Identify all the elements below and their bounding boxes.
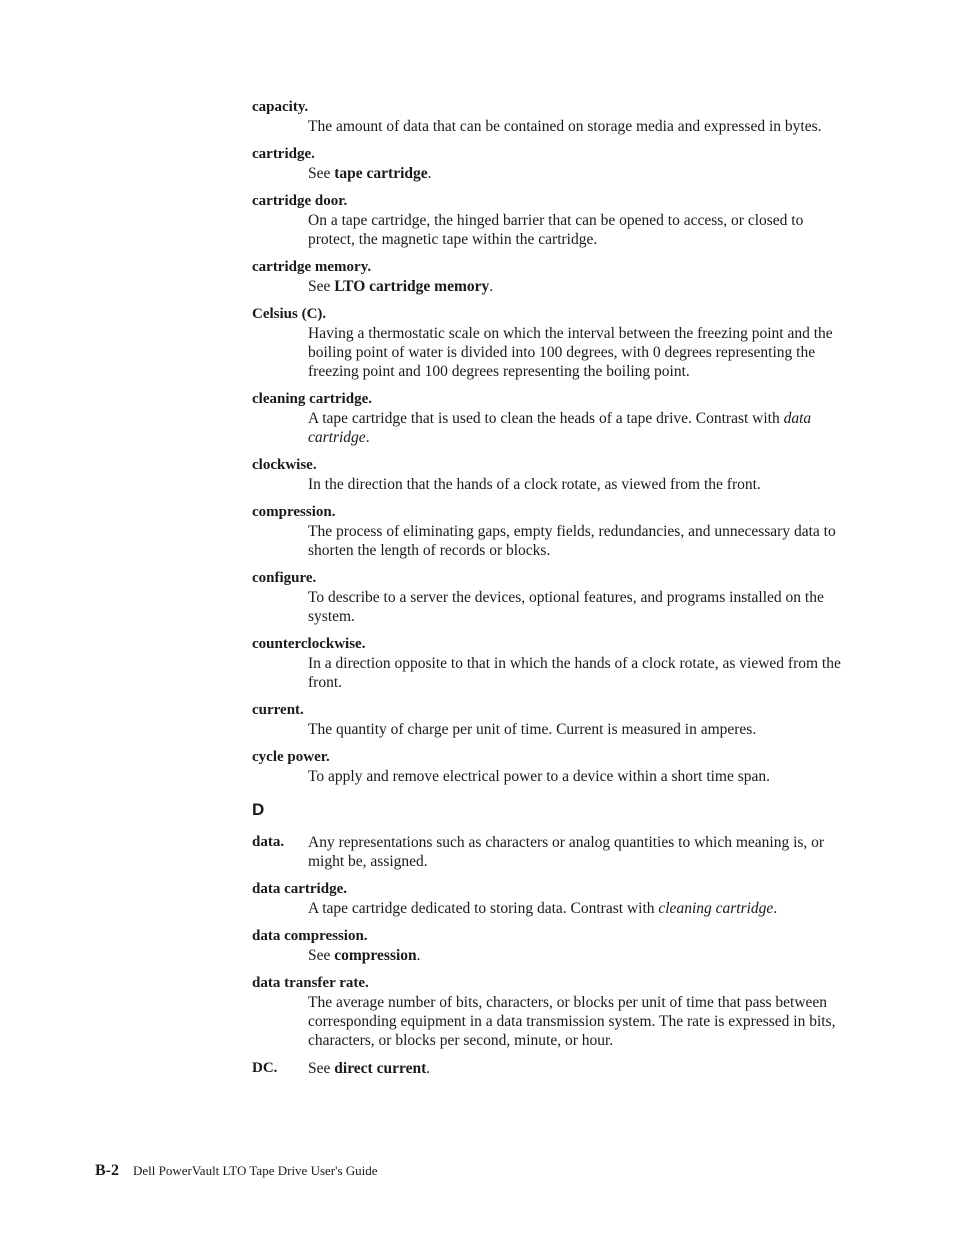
definition-text: . [773, 900, 778, 917]
glossary-entry [252, 503, 842, 560]
glossary-term: cartridge. [252, 146, 315, 162]
glossary-entry [252, 456, 842, 494]
page-footer [95, 1162, 378, 1180]
cross-reference: tape cartridge [334, 165, 428, 182]
glossary-term: configure. [252, 570, 317, 586]
glossary-term: data transfer rate. [252, 975, 369, 991]
glossary-entry [252, 192, 842, 249]
glossary-term: Celsius (C). [252, 306, 327, 322]
glossary-entry [252, 390, 842, 447]
definition-text: . [365, 429, 370, 446]
guide-title: Dell PowerVault LTO Tape Drive User's Guide [133, 1163, 378, 1178]
glossary-term: counterclockwise. [252, 636, 366, 652]
page-number: B-2 [95, 1162, 119, 1179]
definition-text: See [308, 1060, 335, 1077]
glossary-definition [308, 946, 842, 965]
glossary-definition [308, 164, 842, 183]
glossary-definition [308, 324, 842, 381]
definition-text: The process of eliminating gaps, empty fields, redundancies, and unnecessary data to shorten the length of records or blocks. [308, 523, 836, 559]
section-letter: D [252, 800, 265, 819]
glossary-definition [308, 277, 842, 296]
glossary-definition [308, 899, 842, 918]
glossary-term: cleaning cartridge. [252, 391, 372, 407]
glossary-entry [252, 258, 842, 296]
glossary-term: compression. [252, 504, 336, 520]
definition-text: Any representations such as characters or analog quantities to which meaning is, or might be, assigned. [308, 834, 825, 870]
definition-text: The quantity of charge per unit of time. Current is measured in amperes. [308, 721, 757, 738]
definition-text: See [308, 165, 335, 182]
definition-text: To apply and remove electrical power to a device within a short time span. [308, 768, 771, 785]
glossary-entry [252, 98, 842, 136]
definition-text: The amount of data that can be contained on storage media and expressed in bytes. [308, 118, 822, 135]
glossary-term: capacity. [252, 99, 309, 115]
definition-text: A tape cartridge dedicated to storing data. Contrast with [308, 900, 659, 917]
definition-text: . [427, 165, 432, 182]
glossary-term: data cartridge. [252, 881, 347, 897]
definition-text: To describe to a server the devices, optional features, and programs installed on the system. [308, 589, 824, 625]
definition-text: See [308, 947, 335, 964]
glossary-definition [308, 588, 842, 626]
glossary-entry [252, 569, 842, 626]
glossary-definition [308, 833, 842, 871]
glossary-term: clockwise. [252, 457, 317, 473]
glossary-entry [252, 635, 842, 692]
glossary-entry [252, 305, 842, 381]
definition-text: . [416, 947, 421, 964]
definition-text: On a tape cartridge, the hinged barrier that can be opened to access, or closed to protect, the magnetic tape within the cartridge. [308, 212, 804, 248]
definition-text: In a direction opposite to that in which the hands of a clock rotate, as viewed from the front. [308, 655, 841, 691]
glossary-definition [308, 211, 842, 249]
glossary-term: cartridge door. [252, 193, 348, 209]
glossary-entry [252, 1059, 842, 1078]
glossary-entry [252, 833, 842, 871]
cross-reference: LTO cartridge memory [334, 278, 490, 295]
glossary-definition [308, 117, 842, 136]
glossary-term: data. [252, 834, 285, 850]
definition-text: The average number of bits, characters, or blocks per unit of time that pass between corresponding equipment in a data transmission system. The rate is expressed in bits, characters, or blocks per second, minute, or hour. [308, 994, 836, 1049]
glossary-term: current. [252, 702, 304, 718]
glossary-definition [308, 1059, 842, 1078]
glossary-entry [252, 880, 842, 918]
glossary-section-c [252, 98, 842, 786]
definition-text: Having a thermostatic scale on which the interval between the freezing point and the boiling point of water is divided into 100 degrees, with 0 degrees representing the freezing point and 100 degrees representing the boiling point. [308, 325, 833, 380]
glossary-term: data compression. [252, 928, 368, 944]
glossary-entry [252, 701, 842, 739]
glossary-definition [308, 654, 842, 692]
glossary-term: cartridge memory. [252, 259, 372, 275]
glossary [252, 98, 842, 1087]
glossary-definition [308, 475, 842, 494]
glossary-section-d [252, 833, 842, 1078]
glossary-entry [252, 974, 842, 1050]
glossary-entry [252, 927, 842, 965]
glossary-term: DC. [252, 1060, 278, 1076]
definition-text: See [308, 278, 335, 295]
cross-reference: direct current [334, 1060, 427, 1077]
cross-reference: compression [334, 947, 417, 964]
glossary-definition [308, 993, 842, 1050]
glossary-entry [252, 145, 842, 183]
definition-text: . [489, 278, 494, 295]
definition-text: A tape cartridge that is used to clean the heads of a tape drive. Contrast with [308, 410, 784, 427]
glossary-definition [308, 720, 842, 739]
contrast-term: data cartridge [308, 410, 812, 446]
glossary-definition [308, 522, 842, 560]
glossary-definition [308, 409, 842, 447]
glossary-entry [252, 748, 842, 786]
definition-text: In the direction that the hands of a clock rotate, as viewed from the front. [308, 476, 761, 493]
glossary-term: cycle power. [252, 749, 330, 765]
definition-text: . [426, 1060, 431, 1077]
glossary-definition [308, 767, 842, 786]
contrast-term: cleaning cartridge [658, 900, 774, 917]
